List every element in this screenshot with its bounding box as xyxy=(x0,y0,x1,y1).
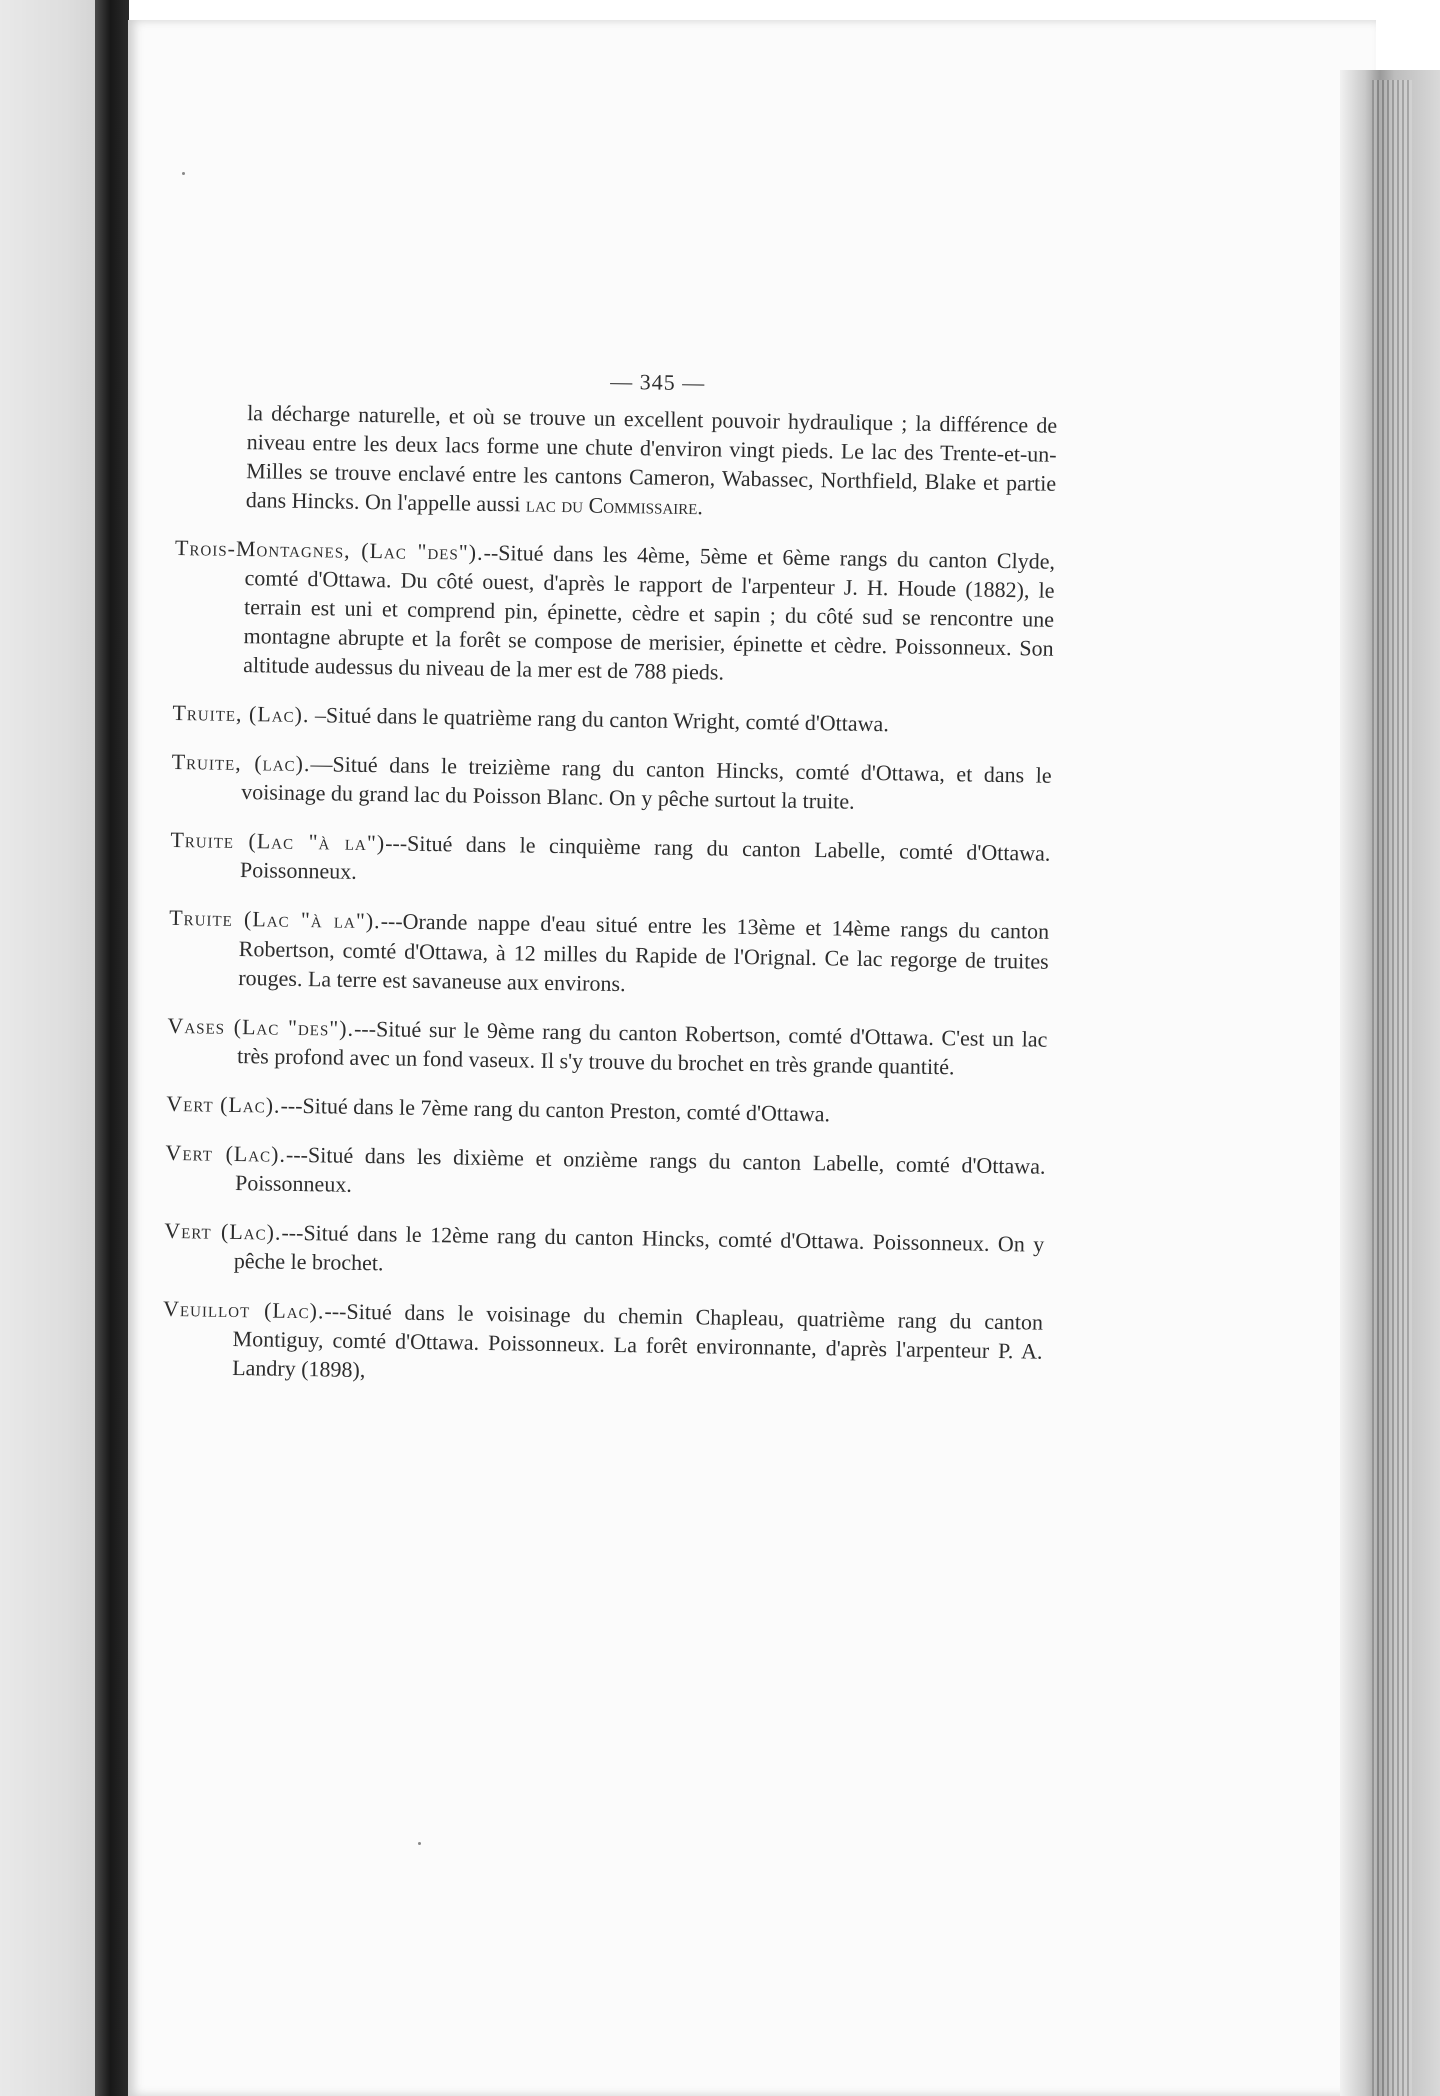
entry-vert-1 xyxy=(166,1089,1046,1132)
page-stack-edges xyxy=(1372,80,1412,2096)
entry-body: ---Situé dans le 12ème rang du canton Hincks, comté d'Ottawa. Poissonneux. On y pêche le brochet. xyxy=(233,1219,1045,1276)
entry-heading: Vert (Lac). xyxy=(166,1090,281,1118)
speck xyxy=(182,172,185,175)
entry-body: ---Situé dans le 7ème rang du canton Preston, comté d'Ottawa. xyxy=(280,1092,831,1126)
entry-body: --Situé dans les 4ème, 5ème et 6ème rangs du canton Clyde, comté d'Ottawa. Du côté ouest, d'après le rapport de l'arpenteur J. H. Houde (1882), le terrain est uni et comprend pin, épinette, cèdre et sapin ; du côté sud se rencontre une montagne abrupte et la forêt se compose de merisier, épinette et cèdre. Poissonneux. Son altitude audessus du niveau de la mer est de 788 pieds. xyxy=(243,539,1056,685)
page-number: — 345 — xyxy=(610,368,706,396)
entry-heading: Truite (Lac "à la") xyxy=(170,827,386,856)
entry-truite-3 xyxy=(170,825,1051,897)
entry-veuillot xyxy=(162,1294,1043,1395)
entry-body: ---Situé dans le voisinage du chemin Chapleau, quatrième rang du canton Montiguy, comté d'Ottawa. Poissonneux. La forêt environnante, d'après l'arpenteur P. A. Landry (1898), xyxy=(231,1298,1044,1382)
entry-body: –Situé dans le quatrième rang du canton Wright, comté d'Ottawa. xyxy=(309,702,890,737)
background-left xyxy=(0,0,110,2096)
entry-truite-2 xyxy=(171,747,1052,819)
entry-vert-2 xyxy=(165,1138,1046,1210)
book-spine xyxy=(95,0,129,2096)
continuation-paragraph xyxy=(246,398,1058,527)
entry-heading: Truite, (lac). xyxy=(171,749,311,777)
entry-trois-montagnes xyxy=(173,533,1055,692)
entry-heading: Vert (Lac). xyxy=(165,1139,287,1167)
page-text xyxy=(162,360,1058,1415)
entry-tail: lac du Commissaire. xyxy=(525,491,704,520)
entry-heading: Truite, (Lac). xyxy=(172,700,310,728)
entry-truite-4 xyxy=(168,903,1049,1004)
entry-heading: Truite (Lac "à la"). xyxy=(169,905,381,934)
entry-vert-3 xyxy=(164,1216,1045,1288)
entry-body: ---Situé sur le 9ème rang du canton Robertson, comté d'Ottawa. C'est un lac très profond avec un fond vaseux. Il s'y trouve du brochet en très grande quantité. xyxy=(236,1015,1048,1079)
entry-heading: Vert (Lac). xyxy=(164,1217,282,1245)
entry-body: —Situé dans le treizième rang du canton Hincks, comté d'Ottawa, et dans le voisinage du grand lac du Poisson Blanc. On y pêche surtout la truite. xyxy=(241,751,1052,815)
entry-heading: Veuillot (Lac). xyxy=(162,1295,325,1324)
speck xyxy=(418,1842,421,1845)
entry-truite-1 xyxy=(172,698,1052,741)
entry-body: ---Situé dans le cinquième rang du canton Labelle, comté d'Ottawa. Poissonneux. xyxy=(239,830,1051,885)
entry-body: ---Orande nappe d'eau situé entre les 13ème et 14ème rangs du canton Robertson, comté d'Ottawa, à 12 milles du Rapide de l'Orignal. Ce lac regorge de truites rouges. La terre est savaneuse aux environs. xyxy=(238,908,1050,996)
entry-heading: Vases (Lac "des"). xyxy=(167,1012,355,1041)
entry-body: ---Situé dans les dixième et onzième rangs du canton Labelle, comté d'Ottawa. Poissonneux. xyxy=(234,1141,1046,1197)
entry-vases xyxy=(167,1010,1048,1082)
entry-heading: Trois-Montagnes, (Lac "des"). xyxy=(174,535,484,565)
paragraph-text: la décharge naturelle, et où se trouve un excellent pouvoir hydraulique ; la différence de niveau entre les deux lacs forme une chute d'environ vingt pieds. Le lac des Trente-et-un-Milles se trouve enclavé entre les cantons Cameron, Wabassec, Northfield, Blake et partie dans Hincks. On l'appelle aussi xyxy=(245,400,1058,517)
